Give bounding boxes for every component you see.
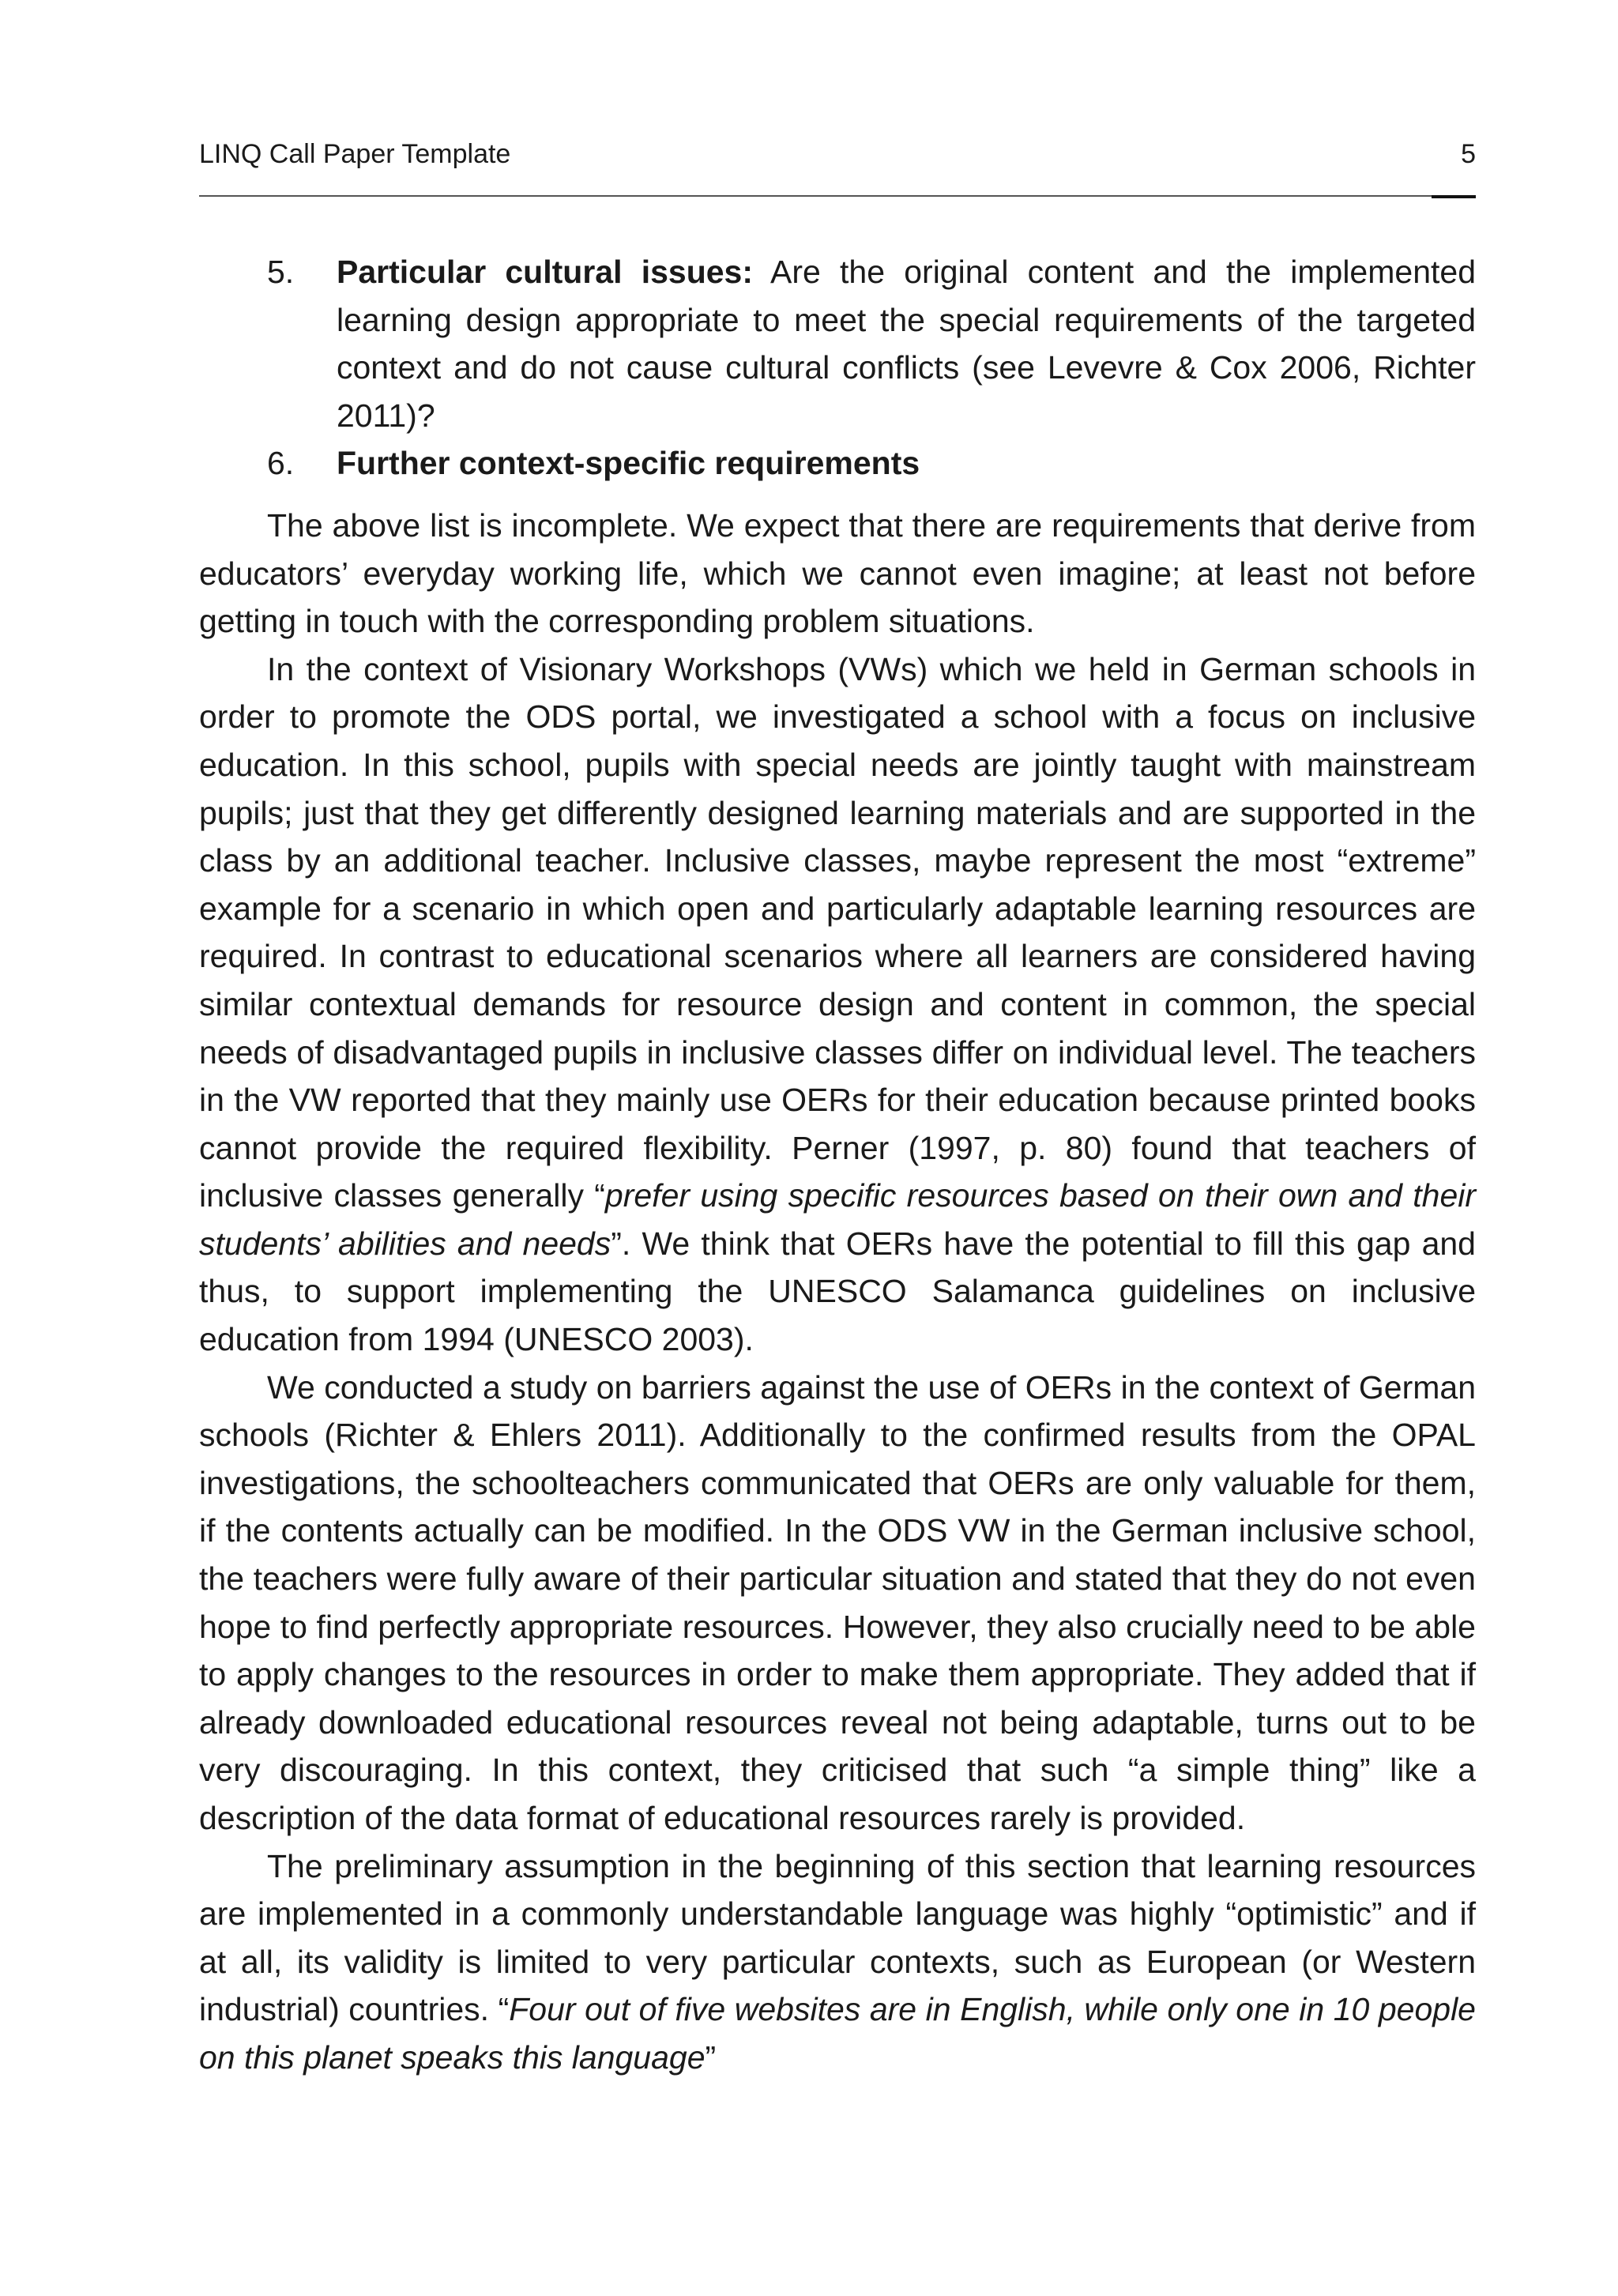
- running-title: LINQ Call Paper Template: [199, 139, 511, 169]
- page-number-underline: [1432, 195, 1476, 198]
- list-item-text: Are the original content and the implemented learning design appropriate to meet the special requirements of the targeted context and do not cause cultural conflicts (see Levevre & Cox 2006, Richter 2011)?: [337, 254, 1476, 434]
- quotation: Four out of five websites are in English, while only one in 10 people on this planet speaks this language: [199, 1991, 1476, 2076]
- paragraph: [199, 1842, 1476, 2082]
- list-item-number: 5.: [267, 254, 295, 290]
- body-content: [199, 248, 1476, 2082]
- list-item-number: 6.: [267, 445, 295, 482]
- page-header: [199, 139, 1476, 179]
- page-number: 5: [1461, 139, 1476, 169]
- paragraph: [199, 646, 1476, 1364]
- paragraph: The above list is incomplete. We expect that there are requirements that derive from educators’ everyday working life, which we cannot even imagine; at least not before getting in touch with the corresponding problem situations.: [199, 506, 1476, 640]
- list-item-heading: Further context-specific requirements: [337, 445, 920, 482]
- paragraph-text: ”. We think that OERs have the potential to fill this gap and thus, to support implementing the UNESCO Salamanca guidelines on inclusive education from 1994 (UNESCO 2003).: [199, 1225, 1476, 1358]
- paragraph-text: The preliminary assumption in the beginning of this section that learning resources are implemented in a commonly understandable language was highly “optimistic” and if at all, its validity is limited to very particular contexts, such as European (or Western industrial) countries. “: [199, 1847, 1476, 2028]
- list-item: [199, 439, 1476, 487]
- requirements-list: [199, 248, 1476, 487]
- list-item-heading: Particular cultural issues:: [337, 254, 753, 290]
- list-item: [199, 248, 1476, 439]
- paragraph-text: ”: [705, 2038, 717, 2076]
- paragraph: We conducted a study on barriers against the use of OERs in the context of German schools (Richter & Ehlers 2011). Additionally to the confirmed results from the OPAL investigations, the schoolteachers communicated that OERs are only valuable for them, if the contents actually can be modified. In the ODS VW in the German inclusive school, the teachers were fully aware of their particular situation and stated that they do not even hope to find perfectly appropriate resources. However, they also crucially need to be able to apply changes to the resources in order to make them appropriate. They added that if already downloaded educational resources reveal not being adaptable, turns out to be very discouraging. In this context, they criticised that such “a simple thing” like a description of the data format of educational resources rarely is provided.: [199, 1368, 1476, 1836]
- spacer: [199, 487, 1476, 502]
- paragraph-text: In the context of Visionary Workshops (VWs) which we held in German schools in order to promote the ODS portal, we investigated a school with a focus on inclusive education. In this school, pupils with special needs are jointly taught with mainstream pupils; just that they get differently designed learning materials and are supported in the class by an additional teacher. Inclusive classes, maybe represent the most “extreme” example for a scenario in which open and particularly adaptable learning resources are required. In contrast to educational scenarios where all learners are considered having similar contextual demands for resource design and content in common, the special needs of disadvantaged pupils in inclusive classes differ on individual level. The teachers in the VW reported that they mainly use OERs for their education because printed books cannot provide the required flexibility. Perner (1997, p. 80) found that teachers of inclusive classes generally “: [199, 650, 1476, 1214]
- quotation: prefer using specific resources based on their own and their students’ abilities and needs: [199, 1177, 1477, 1262]
- header-rule: [199, 195, 1476, 197]
